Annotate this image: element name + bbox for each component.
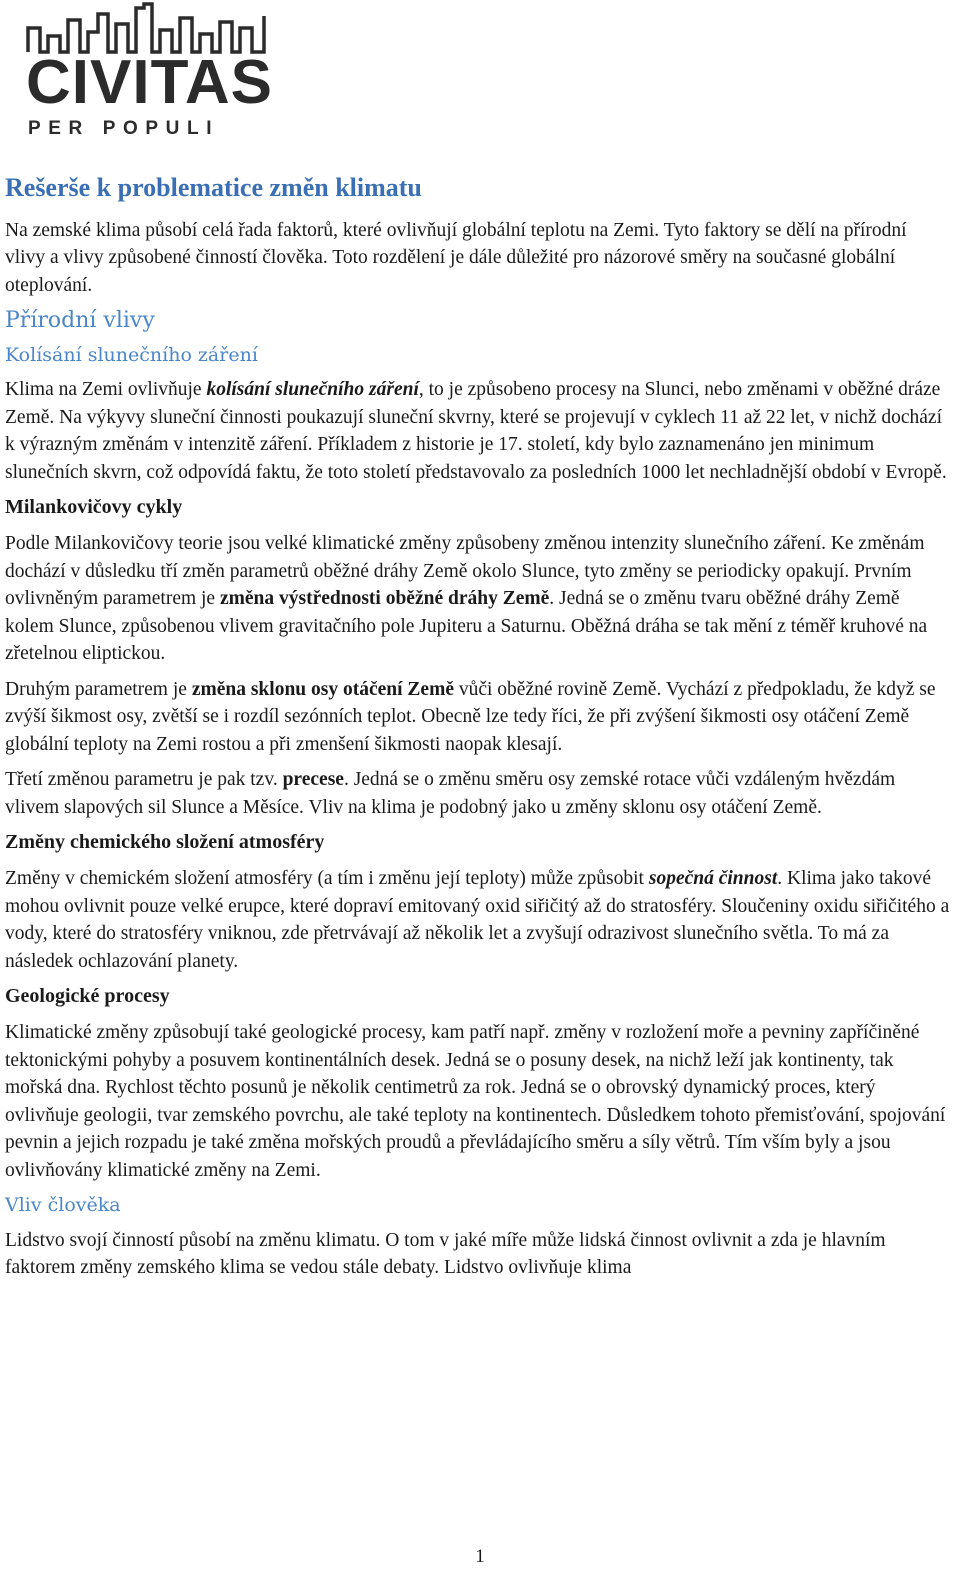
paragraph-human: Lidstvo svojí činností působí na změnu klimatu. O tom v jaké míře může lidská činnost ovlivnit a zda je hlavním faktorem změny zemského klima se vedou stále debaty. Lidstvo ovlivňuje klima	[5, 1229, 886, 1279]
paragraph-solar: Klima na Zemi ovlivňuje kolísání slunečního záření, to je způsobeno procesy na Slunci, nebo změnami v oběžné dráze Země. Na výkyvy sluneční činnosti poukazují sluneční skvrny, které se projevují v cyklech 11 až 22 let, v nichž dochází k výrazným změnám v intenzitě záření. Příkladem z historie je 17. století, kdy bylo zaznamenáno jen minimum slunečních skvrn, což odpovídá faktu, že toto století představovalo za posledních 1000 let nechladnější období v Evropě.	[5, 379, 947, 483]
paragraph-geological: Klimatické změny způsobují také geologické procesy, kam patří např. změny v rozložení moře a pevniny zapříčiněné tektonickými pohyby a posuvem kontinentálních desek. Jedná se o posuny desek, na nichž leží jak kontinenty, tak mořská dna. Rychlost těchto posunů je několik centimetrů za rok. Jedná se o obrovský dynamický proces, který ovlivňuje geologii, tvar zemského povrchu, ale také teploty na kontinentech. Důsledkem tohoto přemisťování, spojování pevnin a jejich rozpadu je také změna mořských proudů a převládajícího směru a síly větrů. Tím vším byly a jsou ovlivňovány klimatické změny na Zemi.	[5, 1022, 946, 1181]
heading-natural-influences: Přírodní vlivy	[5, 308, 155, 333]
emphasis-eccentricity: změna výstřednosti oběžné dráhy Země	[219, 588, 550, 610]
civitas-logo	[26, 2, 273, 142]
page-number: 1	[475, 1546, 485, 1567]
emphasis-solar: kolísání slunečního záření	[206, 379, 419, 401]
heading-chemical-changes: Změny chemického složení atmosféry	[5, 831, 325, 854]
document-body	[5, 172, 950, 1290]
emphasis-obliquity: změna sklonu osy otáčení Země	[191, 678, 454, 700]
paragraph-milankovic-1: Podle Milankovičovy teorie jsou velké klimatické změny způsobeny změnou intenzity slunečního záření. Ke změnám dochází v důsledku tří změn parametrů oběžné dráhy Země okolo Slunce, tyto změny se periodicky opakují. Prvním ovlivněným parametrem je změna výstřednosti oběžné dráhy Země. Jedná se o změnu tvaru oběžné dráhy Země kolem Slunce, způsobenou vlivem gravitačního pole Jupiteru a Saturnu. Oběžná dráha se tak mění z téměř kruhové na zřetelnou eliptickou.	[5, 533, 928, 665]
heading-milankovic: Milankovičovy cykly	[5, 496, 183, 519]
emphasis-volcanic: sopečná činnost	[648, 868, 778, 890]
heading-geological: Geologické procesy	[5, 985, 170, 1008]
emphasis-precession: precese	[282, 769, 344, 791]
document-title: Rešerše k problematice změn klimatu	[5, 173, 422, 202]
paragraph-milankovic-3: Třetí změnou parametru je pak tzv. precese. Jedná se o změnu směru osy zemské rotace vůči vzdáleným hvězdám vlivem slapových sil Slunce a Měsíce. Vliv na klima je podobný jako u změny sklonu osy otáčení Země.	[5, 769, 896, 818]
intro-paragraph: Na zemské klima působí celá řada faktorů, které ovlivňují globální teplotu na Zemi. Tyto faktory se dělí na přírodní vlivy a vlivy způsobené činností člověka. Toto rozdělení je dále důležité pro názorové směry na současné globální oteplování.	[5, 219, 907, 296]
paragraph-milankovic-2: Druhým parametrem je změna sklonu osy otáčení Země vůči oběžné rovině Země. Vychází z předpokladu, že když se zvýší šikmost osy, zvětší se i rozdíl sezónních teplot. Obecně lze tedy říci, že při zvýšení šikmosti osy otáčení Země globální teploty na Zemi rostou a při zmenšení šikmosti naopak klesají.	[5, 678, 936, 755]
heading-solar-variation: Kolísání slunečního záření	[5, 343, 258, 366]
logo-tagline: PER POPULI	[28, 118, 220, 139]
heading-human-influence: Vliv člověka	[5, 1194, 121, 1217]
logo-wordmark: CIVITAS	[26, 48, 273, 117]
paragraph-chemical: Změny v chemickém složení atmosféry (a tím i změnu její teploty) může způsobit sopečná činnost. Klima jako takové mohou ovlivnit pouze velké erupce, které dopraví emitovaný oxid siřičitý až do stratosféry. Sloučeniny oxidu siřičitého a vody, které do stratosféry vniknou, zde přetrvávají až několik let a zvyšují odrazivost slunečního světla. To má za následek ochlazování planety.	[5, 868, 950, 972]
skyline-icon	[26, 2, 270, 54]
